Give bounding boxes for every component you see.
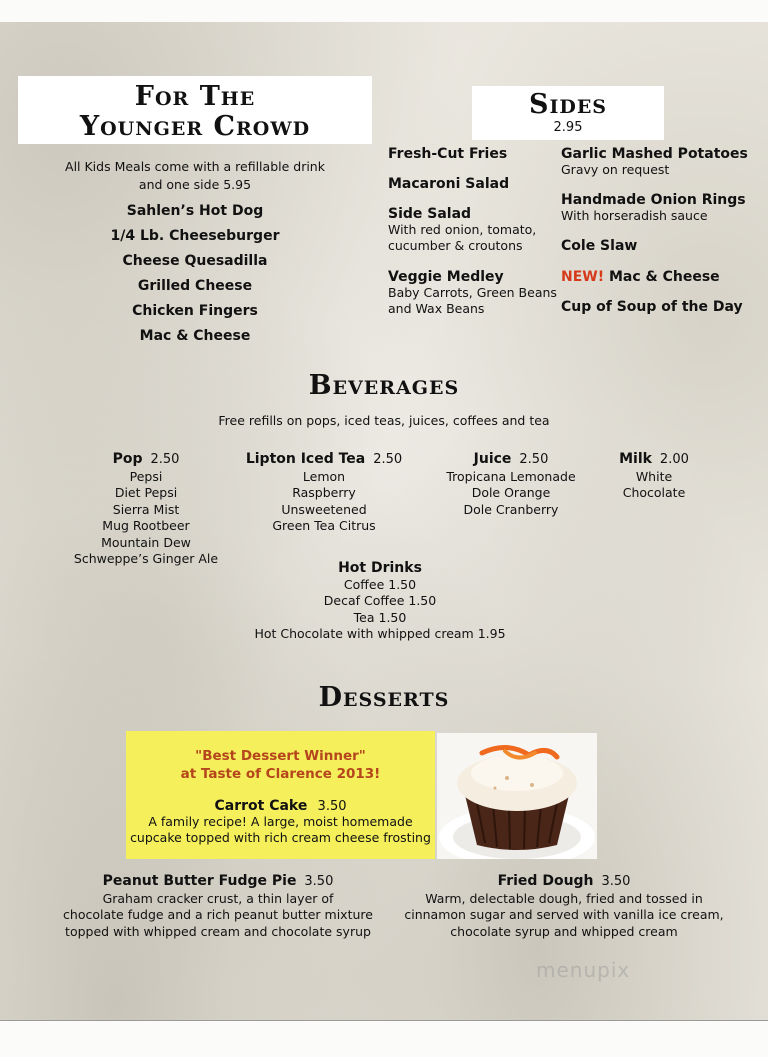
carrot-cake-price: 3.50	[317, 799, 347, 814]
kids-item: Cheese Quesadilla	[122, 253, 268, 269]
pb-fudge-name: Peanut Butter Fudge Pie	[102, 873, 297, 889]
carrot-cake-desc: A family recipe! A large, moist homemade	[148, 814, 413, 829]
fried-dough-desc: cinnamon sugar and served with vanilla ice cream,	[404, 907, 724, 922]
kids-items	[40, 199, 350, 349]
side-item-name: Veggie Medley	[388, 269, 504, 285]
new-badge: NEW!	[561, 269, 605, 285]
award-line2: at Taste of Clarence 2013!	[180, 766, 381, 782]
sides-price: 2.95	[553, 120, 583, 135]
pb-fudge-price: 3.50	[304, 874, 334, 889]
iced-tea-name: Lipton Iced Tea	[245, 451, 366, 467]
fried-dough	[392, 873, 736, 940]
bev-item: Hot Chocolate with whipped cream 1.95	[254, 626, 506, 641]
bev-item: Dole Cranberry	[463, 501, 559, 517]
fried-dough-desc: Warm, delectable dough, fried and tossed in	[425, 890, 703, 906]
side-item-name: Garlic Mashed Potatoes	[561, 146, 748, 162]
bev-item: Dole Orange	[471, 485, 551, 500]
hot-drinks-title: Hot Drinks	[338, 560, 422, 576]
carrot-cake-desc: cupcake topped with rich cream cheese frosting	[130, 830, 431, 845]
beverages-title: Beverages	[308, 370, 460, 401]
cupcake-image	[437, 733, 597, 859]
pop-name: Pop	[112, 451, 143, 467]
side-item-name: Macaroni Salad	[388, 176, 510, 192]
pb-fudge-pie	[52, 873, 384, 940]
juice-price: 2.50	[519, 452, 549, 467]
bev-item: Raspberry	[292, 485, 356, 500]
carrot-cake-name: Carrot Cake	[214, 798, 308, 814]
award-box	[126, 731, 435, 859]
side-item-desc: With red onion, tomato,	[388, 222, 537, 237]
side-item-name: Side Salad	[388, 206, 472, 222]
bev-item: Tropicana Lemonade	[446, 468, 576, 484]
desserts-title: Desserts	[318, 682, 450, 713]
bev-item: Lemon	[302, 468, 346, 484]
kids-item: Mac & Cheese	[139, 328, 251, 344]
kids-item: 1/4 Lb. Cheeseburger	[110, 228, 280, 244]
side-item-name: Mac & Cheese	[608, 269, 720, 285]
page-top-edge	[0, 0, 768, 22]
bev-item: Chocolate	[622, 485, 686, 500]
bev-item: Diet Pepsi	[114, 485, 178, 500]
bev-item: Schweppe’s Ginger Ale	[73, 551, 219, 566]
side-item-name: Fresh-Cut Fries	[388, 146, 508, 162]
juice-column	[430, 451, 592, 518]
side-item	[561, 146, 748, 178]
hot-drinks	[230, 560, 530, 643]
side-item-desc: With horseradish sauce	[561, 208, 708, 223]
bev-item: Coffee 1.50	[343, 576, 417, 592]
award-line1: "Best Dessert Winner"	[195, 748, 366, 764]
kids-item: Chicken Fingers	[132, 303, 258, 319]
side-item-desc: Baby Carrots, Green Beans	[388, 285, 557, 300]
bev-item: Green Tea Citrus	[272, 518, 376, 533]
kids-intro-line1: All Kids Meals come with a refillable drink	[65, 159, 325, 174]
side-item-desc: Gravy on request	[561, 162, 670, 177]
bev-item: Mug Rootbeer	[102, 518, 190, 533]
fried-dough-name: Fried Dough	[497, 873, 594, 889]
kids-title-line2: Younger Crowd	[79, 111, 311, 142]
bev-item: Unsweetened	[281, 501, 367, 517]
cupcake-photo	[437, 733, 597, 859]
fried-dough-price: 3.50	[601, 874, 631, 889]
side-item-name: Handmade Onion Rings	[561, 192, 746, 208]
kids-title-box	[18, 76, 372, 144]
bev-item: Decaf Coffee 1.50	[323, 593, 437, 608]
pop-column	[60, 451, 232, 568]
side-item	[561, 192, 746, 224]
kids-title	[18, 82, 372, 142]
side-item-name: Cup of Soup of the Day	[561, 299, 743, 315]
iced-tea-column	[236, 451, 412, 535]
side-item	[388, 206, 563, 254]
pb-fudge-desc: Graham cracker crust, a thin layer of	[102, 890, 334, 906]
watermark: menupix	[536, 958, 631, 982]
iced-tea-price: 2.50	[373, 452, 403, 467]
sides-title: Sides	[528, 89, 608, 120]
bev-item: Mountain Dew	[101, 534, 191, 550]
side-item	[561, 269, 720, 285]
kids-intro	[40, 158, 350, 194]
milk-column	[606, 451, 702, 502]
kids-title-line1: For The	[134, 81, 256, 112]
milk-name: Milk	[619, 451, 652, 467]
bev-item: Tea 1.50	[353, 609, 407, 625]
bev-item: White	[635, 468, 673, 484]
pop-price: 2.50	[150, 452, 180, 467]
bev-item: Pepsi	[129, 468, 163, 484]
beverages-subtitle: Free refills on pops, iced teas, juices, coffees and tea	[218, 413, 550, 428]
bev-item: Sierra Mist	[112, 501, 180, 517]
pb-fudge-desc: chocolate fudge and a rich peanut butter mixture	[63, 907, 373, 922]
side-item-name: Cole Slaw	[561, 238, 638, 254]
side-item-desc: cucumber & croutons	[388, 238, 523, 253]
pb-fudge-desc: topped with whipped cream and chocolate syrup	[65, 923, 371, 939]
page-bottom-edge	[0, 1020, 768, 1057]
juice-name: Juice	[473, 451, 512, 467]
kids-item: Sahlen’s Hot Dog	[126, 203, 264, 219]
milk-price: 2.00	[659, 452, 689, 467]
sides-title-box	[472, 86, 664, 140]
side-item-desc: and Wax Beans	[388, 301, 485, 316]
kids-item: Grilled Cheese	[137, 278, 253, 294]
fried-dough-desc: chocolate syrup and whipped cream	[450, 923, 678, 939]
side-item	[388, 269, 563, 317]
kids-intro-line2: and one side 5.95	[138, 177, 252, 192]
